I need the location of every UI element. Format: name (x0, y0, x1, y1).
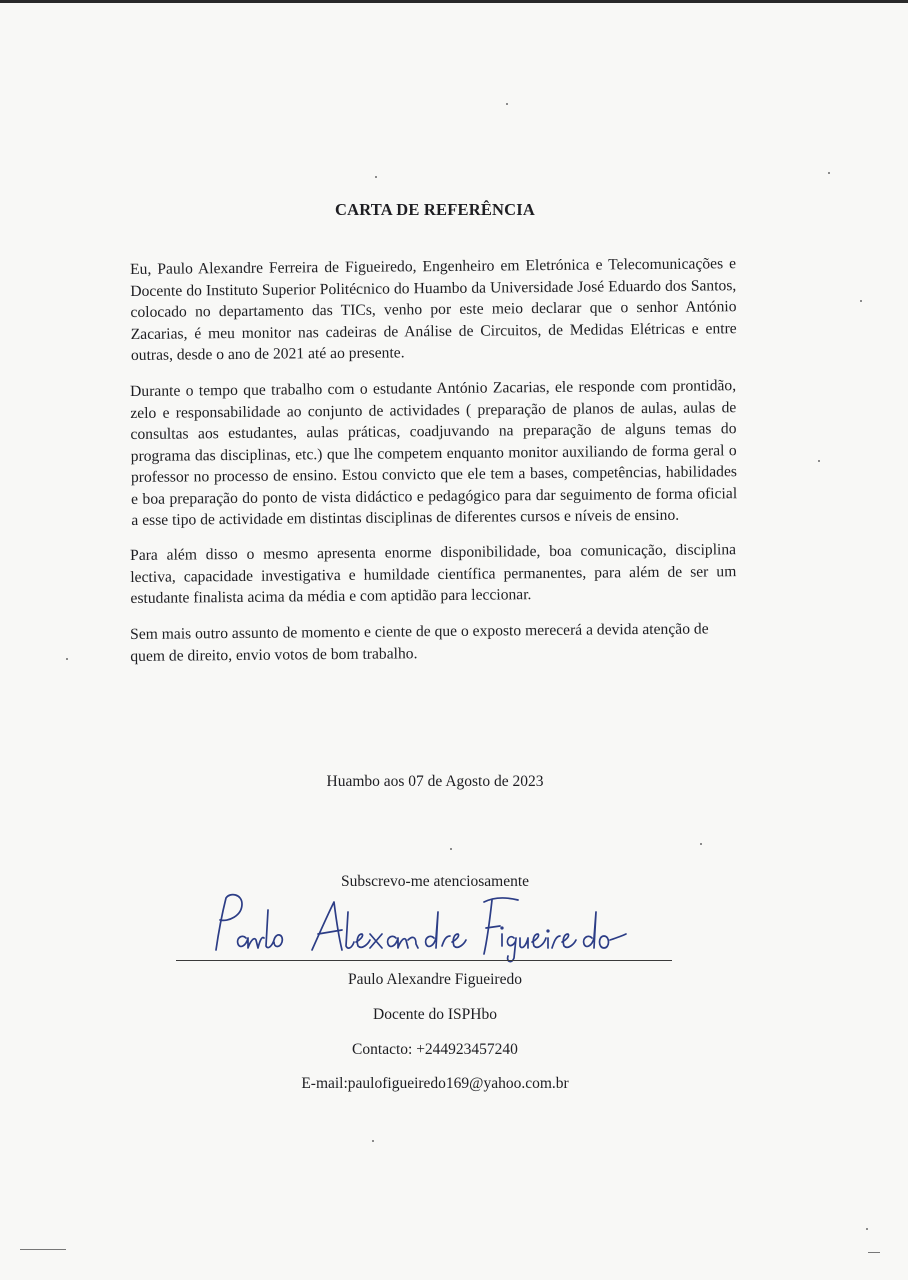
scan-speck (828, 172, 830, 174)
paragraph-activities: Durante o tempo que trabalho com o estudante António Zacarias, ele responde com prontidão, zelo e responsabilidade ao conjunto de actividades ( preparação de planos de aulas, aulas de consultas aos estudantes, aulas práticas, coadjuvando na preparação de alguns temas do programa das disciplinas, etc.) que lhe competem enquanto monitor auxiliando de forma geral o professor no processo de ensino. Estou convicto que ele tem a bases, competências, habilidades e boa preparação do ponto de vista didáctico e pedagógico para dar seguimento de forma oficial a esse tipo de actividade em distintas disciplinas de diferentes cursos e níveis de ensino. (130, 376, 738, 529)
scan-edge-mark (868, 1252, 880, 1253)
signatory-contact: Contacto: +244923457240 (352, 1041, 518, 1058)
signatory-role: Docente do ISPHbo (373, 1006, 497, 1023)
signature-block (176, 888, 676, 968)
scan-speck (375, 176, 377, 178)
signature-line (176, 960, 672, 961)
signatory-email: E-mail:paulofigueiredo169@yahoo.com.br (301, 1075, 569, 1092)
scan-top-edge (0, 0, 908, 3)
scan-speck (860, 300, 862, 302)
closing-phrase: Subscrevo-me atenciosamente (340, 873, 530, 890)
letter-body (130, 255, 738, 681)
scan-speck (818, 460, 820, 462)
scan-speck (700, 843, 702, 845)
paragraph-qualities: Para além disso o mesmo apresenta enorme disponibilidade, boa comunicação, disciplina lectiva, capacidade investigativa e humildade científica permanentes, para além de ser um estudante finalista acima da média e com aptidão para leccionar. (130, 541, 737, 607)
scan-speck (372, 1140, 374, 1142)
handwritten-signature (202, 888, 642, 968)
scan-speck (506, 103, 508, 105)
scan-speck (66, 658, 68, 660)
signatory-name: Paulo Alexandre Figueiredo (348, 971, 522, 988)
scan-edge-mark (20, 1249, 66, 1250)
scan-speck (866, 1228, 868, 1230)
place-and-date: Huambo aos 07 de Agosto de 2023 (326, 773, 544, 790)
paragraph-introduction: Eu, Paulo Alexandre Ferreira de Figueiredo, Engenheiro em Eletrónica e Telecomunicações e Docente do Instituto Superior Politécnico do Huambo da Universidade José Eduardo dos Santos, colocado no departamento das TICs, venho por este meio declarar que o senhor António Zacarias, é meu monitor nas cadeiras de Análise de Circuitos, de Medidas Elétricas e entre outras, desde o ano de 2021 até ao presente. (130, 255, 737, 364)
paragraph-closing: Sem mais outro assunto de momento e ciente de que o exposto merecerá a devida atenção de quem de direito, envio votos de bom trabalho. (130, 619, 709, 664)
scan-speck (450, 848, 452, 850)
letter-title: CARTA DE REFERÊNCIA (334, 200, 536, 219)
